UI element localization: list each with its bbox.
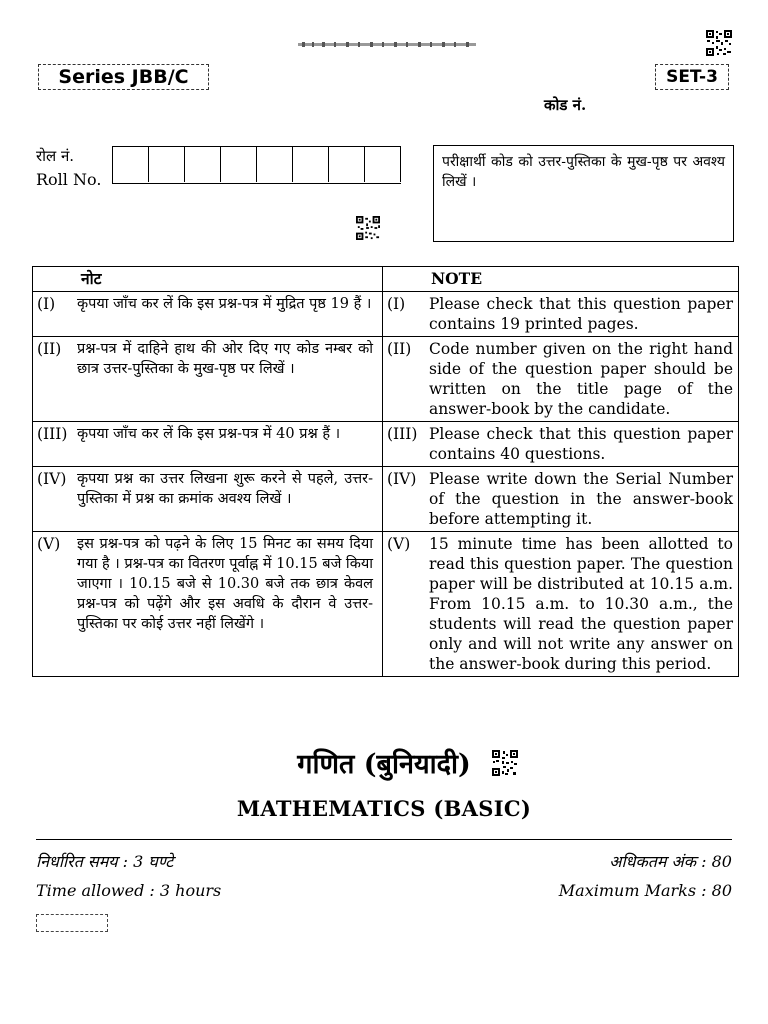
roll-digit-box[interactable] (185, 147, 221, 182)
instructions-table (32, 266, 739, 677)
roll-digit-box[interactable] (293, 147, 329, 182)
time-allowed-english: Time allowed : 3 hours (36, 881, 222, 900)
code-instruction-text: परीक्षार्थी कोड को उत्तर-पुस्तिका के मुख-पृष्ठ पर अवश्य लिखें । (442, 154, 725, 190)
set-label: SET-3 (655, 64, 729, 90)
table-row (33, 292, 739, 337)
item-number: (III) (387, 425, 418, 443)
item-number: (IV) (37, 470, 67, 488)
table-row (33, 337, 739, 422)
divider (36, 839, 732, 840)
roll-digit-box[interactable] (257, 147, 293, 182)
instruction-english: Code number given on the right hand side of the question paper should be written on the title page of the answer-book by the candidate. (429, 340, 733, 418)
table-header-row (33, 267, 739, 292)
subject-title-english: MATHEMATICS (BASIC) (236, 796, 532, 821)
item-number: (IV) (387, 470, 417, 488)
note-heading-english: NOTE (431, 269, 483, 288)
item-number: (I) (387, 295, 406, 313)
roll-label-english: Roll No. (36, 170, 102, 189)
code-instruction-box (433, 145, 734, 242)
instruction-english: Please check that this question paper contains 40 questions. (429, 425, 733, 463)
time-allowed-hindi: निर्धारित समय : 3 घण्टे (36, 852, 174, 871)
item-number: (V) (387, 535, 411, 553)
table-row (33, 467, 739, 532)
roll-label-hindi: रोल नं. (36, 147, 75, 165)
note-heading-hindi: नोट (81, 269, 102, 288)
code-number-label: कोड नं. (544, 96, 587, 114)
maximum-marks-english: Maximum Marks : 80 (558, 881, 732, 900)
qr-code-icon (492, 750, 518, 776)
item-number: (II) (37, 340, 62, 358)
instruction-hindi: कृपया प्रश्न का उत्तर लिखना शुरू करने से पहले, उत्तर-पुस्तिका में प्रश्न का क्रमांक अवश्य लिखें । (77, 471, 373, 507)
maximum-marks-hindi: अधिकतम अंक : 80 (609, 852, 732, 871)
instruction-hindi: कृपया जाँच कर लें कि इस प्रश्न-पत्र में मुद्रित पृष्ठ 19 हैं । (77, 296, 372, 312)
instruction-english: 15 minute time has been allotted to read this question paper. The question paper will be distributed at 10.15 a.m. From 10.15 a.m. to 10.30 a.m., the students will read the question paper only and will not write any answer on the answer-book during this period. (429, 535, 733, 673)
roll-digit-box[interactable] (221, 147, 257, 182)
barcode-strip-icon (298, 42, 476, 47)
roll-digit-box[interactable] (365, 147, 401, 182)
series-label: Series JBB/C (38, 64, 209, 90)
item-number: (V) (37, 535, 61, 553)
item-number: (I) (37, 295, 56, 313)
qr-code-icon (356, 216, 380, 240)
subject-title-hindi: गणित (बुनियादी) (297, 749, 471, 780)
roll-number-boxes[interactable] (112, 146, 401, 184)
item-number: (III) (37, 425, 68, 443)
roll-digit-box[interactable] (329, 147, 365, 182)
instruction-english: Please check that this question paper contains 19 printed pages. (429, 295, 733, 333)
roll-digit-box[interactable] (149, 147, 185, 182)
item-number: (II) (387, 340, 412, 358)
table-row (33, 422, 739, 467)
roll-digit-box[interactable] (113, 147, 149, 182)
instruction-hindi: कृपया जाँच कर लें कि इस प्रश्न-पत्र में 40 प्रश्न हैं । (77, 426, 341, 442)
table-row (33, 532, 739, 677)
instruction-hindi: इस प्रश्न-पत्र को पढ़ने के लिए 15 मिनट का समय दिया गया है । प्रश्न-पत्र का वितरण पूर्वाह्न में 10.15 बजे किया जाएगा । 10.15 बजे से 10.30 बजे तक छात्र केवल प्रश्न-पत्र को पढ़ेंगे और इस अवधि के दौरान वे उत्तर-पुस्तिका पर कोई उत्तर नहीं लिखेंगे । (77, 536, 373, 632)
blank-dashed-box (36, 914, 108, 932)
instruction-english: Please write down the Serial Number of the question in the answer-book before attempting it. (429, 470, 733, 528)
qr-code-icon (706, 30, 732, 56)
instruction-hindi: प्रश्न-पत्र में दाहिने हाथ की ओर दिए गए कोड नम्बर को छात्र उत्तर-पुस्तिका के मुख-पृष्ठ पर लिखें । (77, 341, 373, 377)
